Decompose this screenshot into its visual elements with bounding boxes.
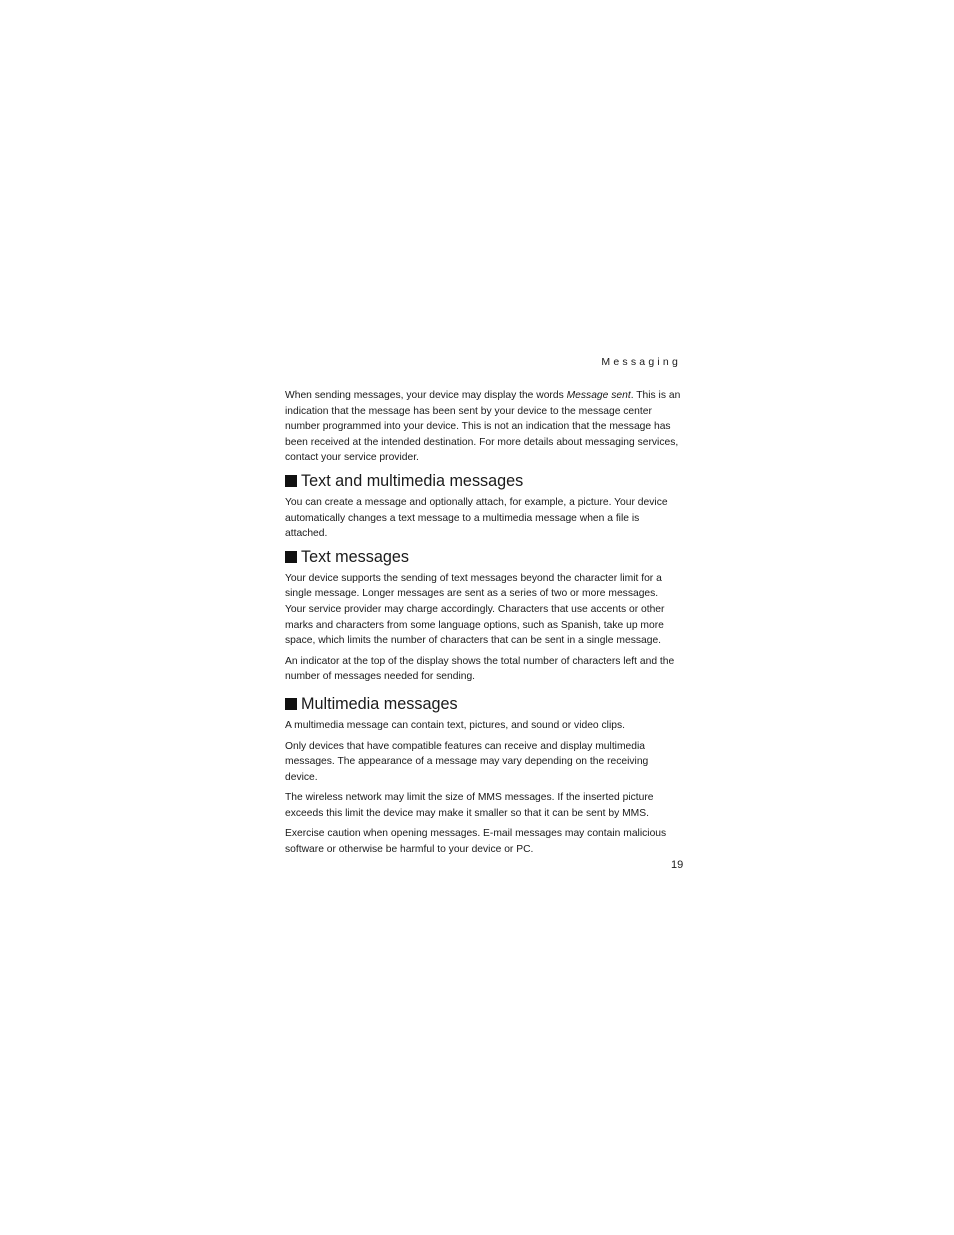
section-heading-text-and-multimedia [285, 471, 681, 492]
section-heading-label: Text and multimedia messages [301, 471, 524, 490]
intro-text-end: . This is an indication that the message has been sent by your device to the message center number programmed into your device. This is not an indication that the message has been received at the intended destination. For more details about messaging services, contact your service provider. [285, 390, 681, 464]
square-bullet-icon [285, 551, 297, 563]
section-paragraph: The wireless network may limit the size of MMS messages. If the inserted picture exceeds this limit the device may make it smaller so that it can be sent by MMS. [285, 792, 654, 819]
section-heading-text-messages [285, 547, 681, 568]
square-bullet-icon [285, 475, 297, 487]
message-sent-term: Message sent [566, 390, 631, 401]
intro-paragraph [285, 388, 681, 466]
section-heading-label: Multimedia messages [301, 694, 458, 713]
section-paragraph: You can create a message and optionally attach, for example, a picture. Your device automatically changes a text message to a multimedia message when a file is attached. [285, 496, 668, 540]
section-heading-label: Text messages [301, 547, 409, 566]
section-paragraph: Exercise caution when opening messages. E-mail messages may contain malicious software or otherwise be harmful to your device or PC. [285, 828, 667, 856]
section-paragraph: A multimedia message can contain text, pictures, and sound or video clips. [285, 719, 625, 731]
section-heading-multimedia-messages [285, 694, 681, 715]
intro-text-start: When sending messages, your device may display the words [285, 390, 567, 401]
section-paragraph: An indicator at the top of the display shows the total number of characters left and the number of messages needed for sending. [285, 655, 675, 683]
running-header: Messaging [601, 356, 681, 368]
square-bullet-icon [285, 698, 297, 710]
page-number: 19 [671, 859, 684, 871]
section-paragraph: Your device supports the sending of text messages beyond the character limit for a single message. Longer messages are sent as a series of two or more messages. Your service provider may charge accordingly. Characters that use accents or other marks and characters from some language options, such as Spanish, take up more space, which limits the number of characters that can be sent in a single message. [285, 572, 665, 647]
document-page [285, 352, 681, 863]
section-paragraph: Only devices that have compatible features can receive and display multimedia messages. The appearance of a message may vary depending on the receiving device. [285, 740, 649, 783]
